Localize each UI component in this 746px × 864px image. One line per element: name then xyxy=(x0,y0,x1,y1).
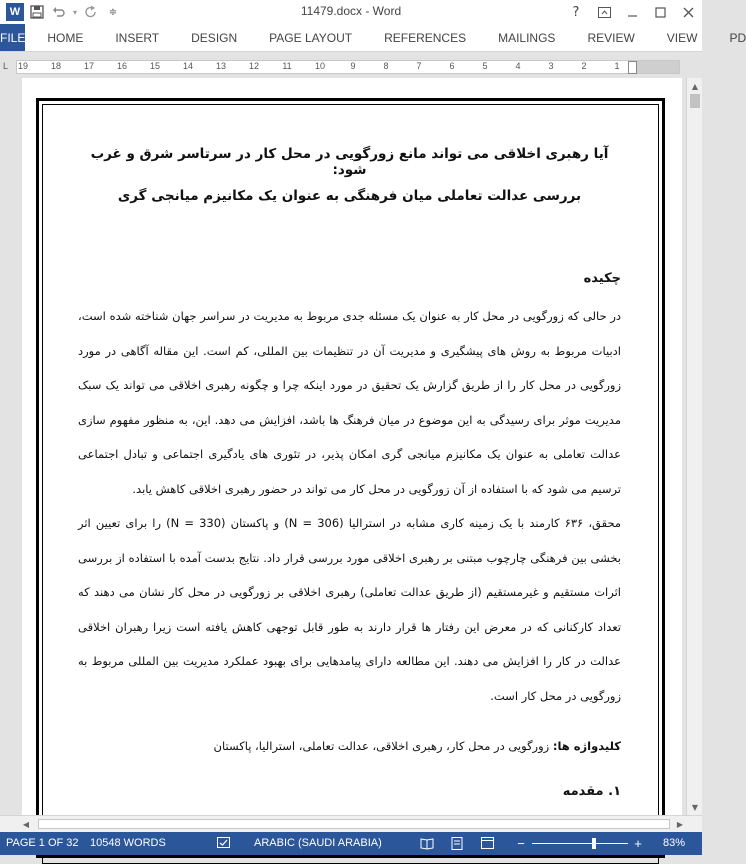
ruler-number: 1 xyxy=(614,61,620,71)
page-count[interactable]: PAGE 1 OF 32 xyxy=(6,837,79,849)
ruler-number: 18 xyxy=(50,61,62,71)
ruler-row xyxy=(0,58,702,76)
ribbon-tabs xyxy=(0,24,746,52)
ruler-number: 4 xyxy=(515,61,521,71)
zoom-slider[interactable] xyxy=(532,843,628,844)
word-app-icon[interactable] xyxy=(4,1,26,23)
horizontal-ruler[interactable] xyxy=(16,60,680,74)
web-layout-icon[interactable] xyxy=(480,836,494,850)
tab-home[interactable]: HOME xyxy=(47,30,84,45)
ruler-number: 15 xyxy=(149,61,161,71)
ruler-number: 5 xyxy=(482,61,488,71)
zoom-out-icon[interactable]: − xyxy=(517,835,525,851)
tab-insert[interactable]: INSERT xyxy=(115,30,160,45)
quick-access-toolbar xyxy=(0,0,124,24)
scroll-right-icon[interactable]: ▶ xyxy=(676,820,684,829)
section-heading-introduction: ۱. مقدمه xyxy=(562,784,621,799)
help-icon[interactable]: ? xyxy=(572,4,580,20)
ruler-number: 16 xyxy=(116,61,128,71)
zoom-in-icon[interactable]: + xyxy=(634,835,642,851)
print-layout-icon[interactable] xyxy=(450,836,464,850)
scroll-up-icon[interactable]: ▲ xyxy=(691,81,699,91)
abstract-paragraph-1: در حالی که زورگویی در محل کار به عنوان یک مسئله جدی مربوط به مدیریت در سراسر جهان شناخته شده است، ادبیات مربوط به روش های پیشگیری و مدیریت آن در تنظیمات بین المللی، کم است. این مقاله آگاهی در مورد زورگویی در محل کار را از طریق گزارش یک تحقیق در مورد اینکه چرا و چگونه رهبری اخلاقی می تواند یک سبک مدیریت موثر برای رسیدگی به این موضوع در میان فرهنگ ها باشد، افزایش می دهد. این، به منظور مفهوم سازی عدالت تعاملی به عنوان یک مکانیزم میانجی گری امکان پذیر، در تئوری های یادگیری اجتماعی و تبادل اجتماعی ترسیم می شود که با استفاده از آن زورگویی در محل کار می تواند در حضور رهبری اخلاقی کاهش یابد. xyxy=(78,309,621,496)
horizontal-scroll-track[interactable] xyxy=(38,819,670,829)
minimize-icon[interactable] xyxy=(618,0,646,24)
document-page[interactable] xyxy=(22,78,682,838)
window-title: 11479.docx - Word xyxy=(300,4,402,18)
abstract-heading: چکیده xyxy=(583,271,621,286)
ruler-number: 9 xyxy=(350,61,356,71)
tab-view[interactable]: VIEW xyxy=(666,30,698,45)
maximize-icon[interactable] xyxy=(646,0,674,24)
ruler-number: 14 xyxy=(182,61,194,71)
word-logo: W xyxy=(6,3,24,21)
ruler-number: 7 xyxy=(416,61,422,71)
undo-icon[interactable] xyxy=(48,1,70,23)
doc-title-line1: آیا رهبری اخلاقی می تواند مانع زورگویی در محل کار در سرتاسر شرق و غرب شود: xyxy=(90,146,609,178)
doc-title-line2: بررسی عدالت تعاملی میان فرهنگی به عنوان یک مکانیزم میانجی گری xyxy=(117,188,582,204)
document-area xyxy=(0,78,686,815)
ruler-number: 6 xyxy=(449,61,455,71)
ruler-number: 3 xyxy=(548,61,554,71)
ruler-number: 8 xyxy=(383,61,389,71)
keywords-text: زورگویی در محل کار، رهبری اخلاقی، عدالت تعاملی، استرالیا، پاکستان xyxy=(213,739,553,753)
scroll-left-icon[interactable]: ◀ xyxy=(22,820,30,829)
redo-icon[interactable] xyxy=(80,1,102,23)
zoom-level[interactable]: 83% xyxy=(663,837,686,849)
tab-page-layout[interactable]: PAGE LAYOUT xyxy=(269,30,353,45)
keywords-line xyxy=(78,739,621,753)
close-icon[interactable] xyxy=(674,0,702,24)
keywords-label: کلیدواژه ها: xyxy=(552,739,621,753)
ruler-number: 10 xyxy=(314,61,326,71)
ruler-number: 19 xyxy=(17,61,29,71)
chevron-down-icon[interactable]: ▾ xyxy=(72,7,77,17)
read-mode-icon[interactable] xyxy=(420,836,434,850)
window-controls xyxy=(562,0,702,24)
status-bar xyxy=(0,832,702,855)
tab-file[interactable]: FILE xyxy=(0,24,25,51)
title-bar xyxy=(0,0,702,24)
tab-selector[interactable]: L xyxy=(3,61,9,71)
ruler-number: 13 xyxy=(215,61,227,71)
ruler-right-margin xyxy=(631,61,679,73)
word-count[interactable]: 10548 WORDS xyxy=(90,837,166,849)
vertical-scrollbar[interactable] xyxy=(686,78,702,815)
ruler-number: 12 xyxy=(248,61,260,71)
ruler-number: 17 xyxy=(83,61,95,71)
ruler-number: 11 xyxy=(282,61,292,71)
tab-review[interactable]: REVIEW xyxy=(587,30,635,45)
scroll-down-icon[interactable]: ▼ xyxy=(691,802,699,812)
zoom-slider-thumb[interactable] xyxy=(592,838,596,849)
customize-qat-icon[interactable]: ≑ xyxy=(108,6,118,18)
vertical-scroll-thumb[interactable] xyxy=(690,94,700,108)
tab-design[interactable]: DESIGN xyxy=(191,30,238,45)
abstract-paragraph-2: محقق، ۶۳۶ کارمند با یک زمینه کاری مشابه در استرالیا (N = 306) و پاکستان (N = 330) را برای تعیین اثر بخشی بین فرهنگی چارچوب مبتنی بر رهبری اخلاقی مورد بررسی قرار داد. نتایج بدست آمده با استفاده از بررسی اثرات مستقیم و غیرمستقیم (از طریق عدالت تعاملی) رهبری اخلاقی بر زورگویی در محل کار نشان می دهند که تعداد کارکنانی که در معرض این رفتار ها قرار دارند به طور قابل توجهی کاهش یافته است زیرا رهبران اخلاقی عدالت در کار را افزایش می دهند. این مطالعه دارای پیامدهایی برای بهبود عملکرد مدیریت بین المللی مربوط به زورگویی در محل کار است. xyxy=(78,516,622,703)
proofing-icon[interactable] xyxy=(216,836,230,850)
ribbon-display-options-icon[interactable] xyxy=(590,0,618,24)
tab-mailings[interactable]: MAILINGS xyxy=(498,30,556,45)
indent-marker[interactable] xyxy=(628,61,637,74)
save-icon[interactable] xyxy=(26,1,48,23)
tab-pdf[interactable]: PD xyxy=(729,30,746,45)
tab-references[interactable]: REFERENCES xyxy=(384,30,467,45)
ruler-number: 2 xyxy=(581,61,587,71)
language-indicator[interactable]: ARABIC (SAUDI ARABIA) xyxy=(254,837,382,849)
horizontal-scrollbar[interactable] xyxy=(0,815,702,832)
